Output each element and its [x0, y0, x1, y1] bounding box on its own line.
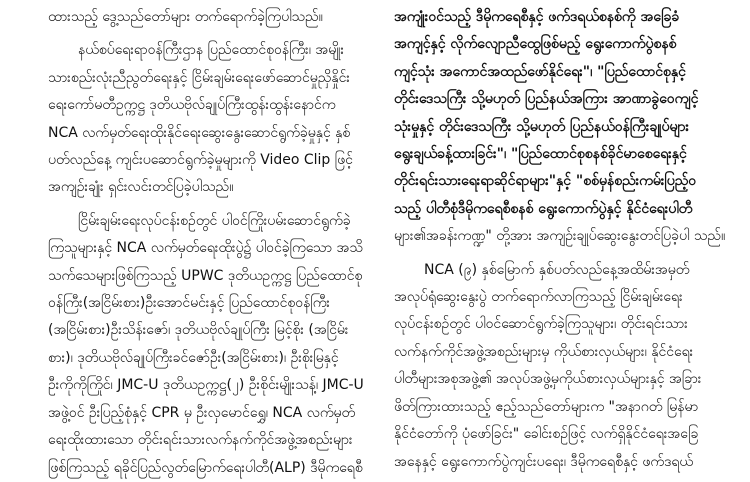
- right-line: သုံးမှုနှင့် တိုင်းဒေသကြီး သို့မဟုတ် ပြည်နယ်ဝန်ကြီးချုပ်များ: [394, 118, 690, 135]
- right-line: တိုင်းဒေသကြီး သို့မဟုတ် ပြည်နယ်အကြား အာဏာခွဲဝေကျင့်: [394, 91, 699, 108]
- right-line: အကျင့်နှင့် လိုက်လျောညီထွေဖြစ်မည့် ရွေးကောက်ပွဲစနစ်: [394, 36, 677, 53]
- left-line: ပတ်လည်နေ့ ကျင်းပဆောင်ရွက်ခဲ့မှုများကို Video Clip ဖြင့်: [48, 152, 353, 169]
- right-line: ဖိတ်ကြားထားသည့် ဧည့်သည်တော်များက "အနာဂတ် မြန်မာ: [394, 398, 699, 415]
- left-line: ကြသူများနှင့် NCA လက်မှတ်ရေးထိုးပွဲ၌ ပါဝင်ခဲ့ကြသော အသိ: [48, 240, 363, 257]
- right-column: [394, 0, 726, 476]
- left-line: ဦးကိုကိုကြိုင်၊ JMC-U ဒုတိယဥက္ကဋ္ဌ(၂) ဦးစိုင်းမျိုးသန့်၊ JMC-U: [48, 377, 364, 394]
- left-line: NCA လက်မှတ်ရေးထိုးနိုင်ရေးဆွေးနွေးဆောင်ရွက်ခဲ့မှုနှင့် နှစ်: [48, 124, 351, 141]
- left-line: ဖြစ်ကြသည့် ရခိုင်ပြည်လွတ်မြောက်ရေးပါတီ(ALP) ဒီမိုကရေစီ: [48, 459, 363, 476]
- right-line: အလုပ်ရုံဆွေးနွေးပွဲ တက်ရောက်လာကြသည့် ငြိမ်းချမ်းရေး: [394, 289, 683, 306]
- right-line: လက်နက်ကိုင်အဖွဲ့အစည်းများမှ ကိုယ်စားလှယ်များ၊ နိုင်ငံရေး: [394, 343, 694, 360]
- left-line: (အငြိမ်းစား)ဦးသိန်းဇော်၊ ဒုတိယဗိုလ်ချုပ်ကြီး မြင့်စိုး (အငြိမ်း: [48, 322, 349, 339]
- left-line: သားစည်းလုံးညီညွတ်ရေးနှင့် ငြိမ်းချမ်းရေးဖော်ဆောင်မှုညှိနှိုင်း: [48, 69, 350, 86]
- right-line: ရွေးချယ်ခန့်ထားခြင်း"၊ "ပြည်ထောင်စုစနစ်ခိုင်မာစေရေးနှင့်: [394, 146, 687, 163]
- right-line: ကျင့်သုံး အကောင်အထည်ဖော်နိုင်ရေး"၊ "ပြည်ထောင်စုနှင့်: [394, 63, 686, 80]
- left-line: ငြိမ်းချမ်းရေးလုပ်ငန်းစဉ်တွင် ပါဝင်ကြိုးပမ်းဆောင်ရွက်ခဲ့: [78, 212, 351, 229]
- right-line: NCA (၉) နှစ်မြောက် နှစ်ပတ်လည်နေ့အထိမ်းအမှတ်: [424, 261, 690, 278]
- right-line: သည့် ပါတီစုံဒီမိုကရေစီစနစ် ရွေးကောက်ပွဲနှင့် နိုင်ငံရေးပါတီ: [394, 200, 693, 217]
- right-line: နိုင်ငံတော်ကို ပုံဖော်ခြင်း" ခေါင်းစဉ်ဖြင့် လက်ရှိနိုင်ငံရေးအခြေ: [394, 426, 699, 443]
- left-line: စား)၊ ဒုတိယဗိုလ်ချုပ်ကြီးခင်ဇော်ဦး(အငြိမ်းစား)၊ ဦးစိုးမြနှင့်: [48, 349, 339, 366]
- left-line: ထားသည့် ဒွေ့သည်တော်များ တက်ရောက်ခဲ့ကြပါသည်။: [48, 9, 323, 25]
- right-line: လုပ်ငန်းစဉ်တွင် ပါဝင်ဆောင်ရွက်ခဲ့ကြသူများ၊ တိုင်းရင်းသား: [394, 316, 688, 333]
- left-line: အကျဉ်းချုံး ရှင်းလင်းတင်ပြခဲ့ပါသည်။: [48, 179, 234, 196]
- left-column: [48, 0, 364, 482]
- right-line: တိုင်းရင်းသားရေးရာဆိုင်ရာများ"နှင့် "စစ်မှန်စည်းကမ်းပြည့်ဝ: [394, 173, 697, 190]
- left-line: အဖွဲ့ဝင် ဦးပြည့်စုံနှင့် CPR မှ ဦးလှမောင်ရွှေ၊ NCA လက်မှတ်: [48, 404, 356, 421]
- left-line: ဝန်ကြီး(အငြိမ်းစား)ဦးအောင်မင်းနှင့် ပြည်ထောင်စုဝန်ကြီး: [48, 295, 330, 312]
- right-line: အကျုံးဝင်သည့် ဒီမိုကရေစီနှင့် ဖက်ဒရယ်စနစ်ကို အခြေခံ: [394, 9, 680, 25]
- right-line: ပါတီများအစုအဖွဲ့၏ အလုပ်အဖွဲ့မှကိုယ်စားလှယ်များနှင့် အခြား: [394, 371, 702, 388]
- left-line: ရေးကော်မတီဥက္ကဋ္ဌ ဒုတိယဗိုလ်ချုပ်ကြီးထွန်းထွန်းနောင်က: [48, 97, 336, 114]
- right-line: များ၏အခန်းကဏ္ဍ" တို့အား အကျဉ်းချုပ်ဆွေးနွေးတင်ပြခဲ့ပါ သည်။: [394, 228, 726, 245]
- right-line: အနေနှင့် ရွေးကောက်ပွဲကျင်းပရေး၊ ဒီမိုကရေစီနှင့် ဖက်ဒရယ်: [394, 453, 694, 470]
- left-line: ရေးထိုးထားသော တိုင်းရင်းသားလက်နက်ကိုင်အဖွဲ့အစည်းများ: [48, 432, 353, 449]
- left-line: နယ်စပ်ရေးရာဝန်ကြီးဌာန ပြည်ထောင်စုဝန်ကြီး၊ အမျိုး: [78, 42, 345, 59]
- left-line: သက်သေများဖြစ်ကြသည့် UPWC ဒုတိယဥက္ကဋ္ဌ ပြည်ထောင်စု: [48, 267, 363, 284]
